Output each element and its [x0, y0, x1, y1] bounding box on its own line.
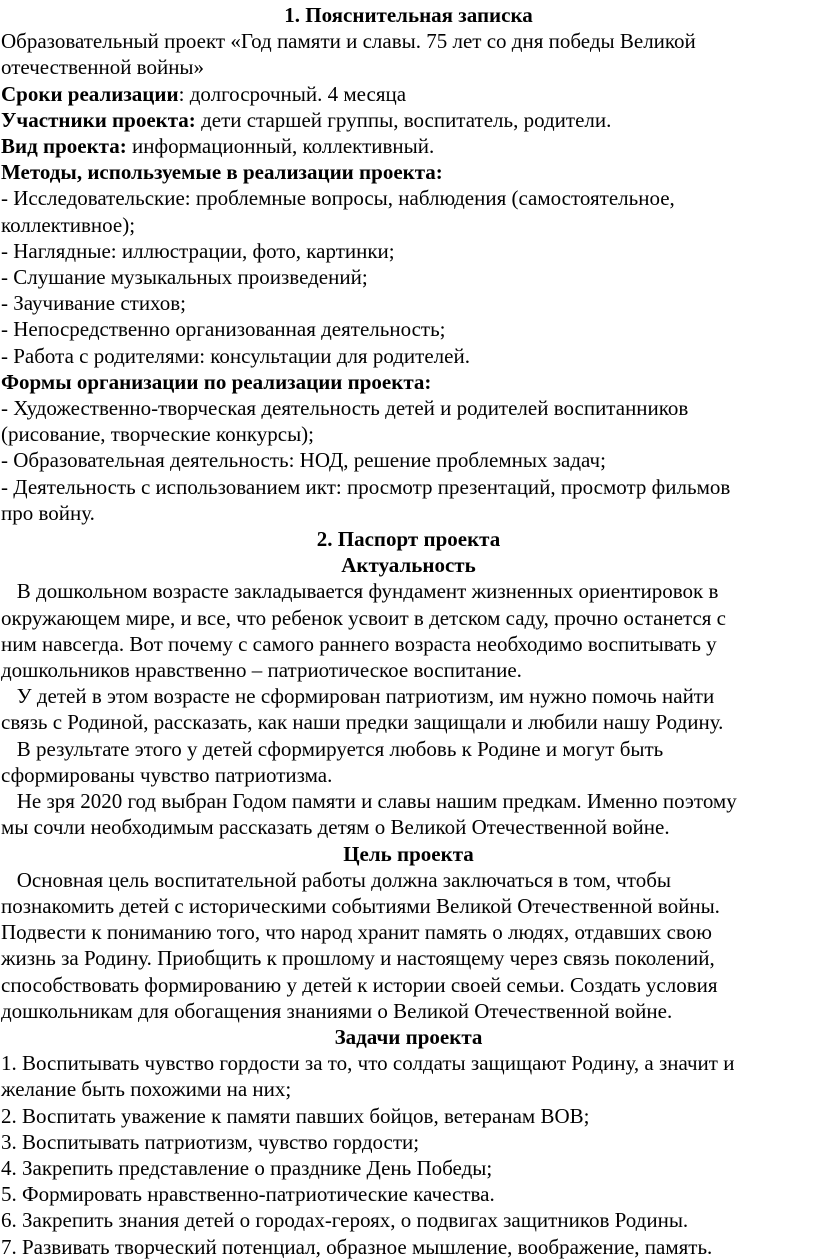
terms-value: : долгосрочный. 4 месяца: [178, 81, 407, 106]
relevance-line: дошкольников нравственно – патриотическое воспитание.: [1, 658, 522, 683]
methods-item: - Исследовательские: проблемные вопросы, наблюдения (самостоятельное,: [1, 186, 675, 211]
forms-item: (рисование, творческие конкурсы);: [1, 422, 315, 447]
project-title-line2: отечественной войны»: [1, 55, 205, 80]
methods-item: коллективное);: [1, 212, 136, 237]
forms-item: про войну.: [1, 500, 95, 525]
forms-heading-text: Формы организации по реализации проекта:: [1, 369, 432, 394]
type-row: [1, 133, 816, 159]
terms-label: Сроки реализации: [1, 81, 179, 106]
section1-heading: 1. Пояснительная записка: [284, 3, 533, 27]
type-label: Вид проекта:: [1, 134, 127, 159]
forms-item: - Образовательная деятельность: НОД, решение проблемных задач;: [1, 448, 606, 473]
terms-row: [1, 81, 816, 107]
section2-heading: 2. Паспорт проекта: [316, 527, 501, 552]
goal-heading: Цель проекта: [343, 841, 474, 866]
methods-item: - Заучивание стихов;: [1, 291, 187, 316]
relevance-line: окружающем мире, и все, что ребенок усвоит в детском саду, прочно останется с: [1, 605, 727, 630]
relevance-line: В дошкольном возрасте закладывается фундамент жизненных ориентировок в: [1, 579, 719, 604]
relevance-line: мы сочли необходимым рассказать детям о Великой Отечественной войне.: [1, 815, 670, 840]
relevance-line: связь с Родиной, рассказать, как наши предки защищали и любили нашу Родину.: [1, 710, 724, 735]
goal-line: дошкольникам для обогащения знаниями о Великой Отечественной войне.: [1, 998, 673, 1023]
relevance-line: сформированы чувство патриотизма.: [1, 762, 333, 787]
task-item: 1. Воспитывать чувство гордости за то, что солдаты защищают Родину, а значит и: [1, 1051, 735, 1076]
participants-value: дети старшей группы, воспитатель, родители.: [195, 107, 612, 132]
task-item: желание быть похожими на них;: [1, 1077, 292, 1102]
tasks-heading: Задачи проекта: [334, 1024, 483, 1049]
forms-heading: [1, 369, 816, 395]
methods-heading-text: Методы, используемые в реализации проекта:: [1, 160, 443, 185]
relevance-line: Не зря 2020 год выбран Годом памяти и славы нашим предкам. Именно поэтому: [1, 789, 737, 814]
task-item: 7. Развивать творческий потенциал, образное мышление, воображение, память.: [1, 1234, 713, 1259]
task-item: 3. Воспитывать патриотизм, чувство гордости;: [1, 1129, 420, 1154]
task-item: 2. Воспитать уважение к памяти павших бойцов, ветеранам ВОВ;: [1, 1103, 590, 1128]
goal-line: жизнь за Родину. Приобщить к прошлому и настоящему через связь поколений,: [1, 946, 715, 971]
methods-item: - Непосредственно организованная деятельность;: [1, 317, 446, 342]
relevance-line: У детей в этом возрасте не сформирован патриотизм, им нужно помочь найти: [1, 684, 715, 709]
participants-label: Участники проекта:: [1, 107, 196, 132]
methods-heading: [1, 159, 816, 185]
task-item: 6. Закрепить знания детей о городах-героях, о подвигах защитников Родины.: [1, 1208, 689, 1233]
goal-line: познакомить детей с историческими событиями Великой Отечественной войны.: [1, 893, 720, 918]
relevance-line: В результате этого у детей сформируется любовь к Родине и могут быть: [1, 736, 664, 761]
project-title-line1: Образовательный проект «Год памяти и славы. 75 лет со дня победы Великой: [1, 29, 696, 54]
methods-item: - Работа с родителями: консультации для родителей.: [1, 343, 470, 368]
goal-line: Основная цель воспитательной работы должна заключаться в том, чтобы: [1, 867, 672, 892]
relevance-heading: Актуальность: [341, 553, 476, 578]
task-item: 4. Закрепить представление о празднике День Победы;: [1, 1155, 493, 1180]
methods-item: - Наглядные: иллюстрации, фото, картинки;: [1, 238, 395, 263]
forms-item: - Деятельность с использованием икт: просмотр презентаций, просмотр фильмов: [1, 474, 731, 499]
participants-row: [1, 107, 816, 133]
goal-line: способствовать формированию у детей к истории своей семьи. Создать условия: [1, 972, 718, 997]
task-item: 5. Формировать нравственно-патриотические качества.: [1, 1182, 495, 1207]
goal-line: Подвести к пониманию того, что народ хранит память о людях, отдавших свою: [1, 920, 712, 945]
type-value: информационный, коллективный.: [126, 134, 435, 159]
methods-item: - Слушание музыкальных произведений;: [1, 265, 368, 290]
relevance-line: ним навсегда. Вот почему с самого раннего возраста необходимо воспитывать у: [1, 631, 717, 656]
forms-item: - Художественно-творческая деятельность детей и родителей воспитанников: [1, 396, 689, 421]
